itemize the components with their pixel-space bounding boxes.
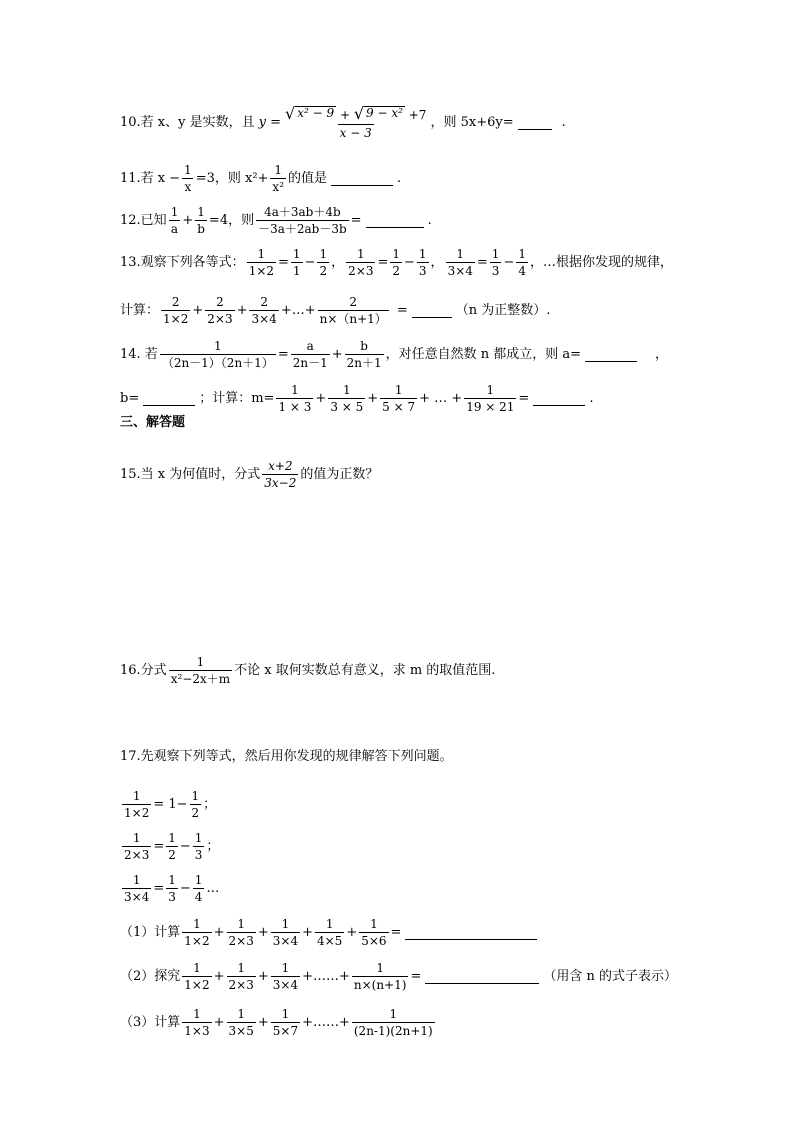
answer-blank-12[interactable] — [366, 214, 424, 228]
question-11: 11.若 x − $\frac{1}{x}$ =3，则 x²+ $\frac{1}{\text{x²}}$ 的值是 . — [120, 163, 402, 194]
question-14: 14. 若 $\frac{1}{(2n-1)(2n+1)}$ = $\frac{a}{2n-1}$ + $\frac{b}{2n+1}$ ，对任意自然数 n 都成立，则 a= ， — [120, 339, 669, 370]
answer-blank-17-2[interactable] — [425, 970, 539, 984]
question-13: 13.观察下列各等式： $\frac{1}{1\times 2}$ = $\frac{1}{1}$ − $\frac{1}{2}$ ， $\frac{1}{2\times 3}$ = $\frac{1}{2}$ − $\frac{1}{3}$ ， $\frac{1}{3\times 4}$ = $\frac{1}{3}$ − $\frac{1}{4}$ ， …根据你发现的规律， — [120, 247, 674, 278]
question-13-calc: 计算： $\frac{2}{1\times 2}$ + $\frac{2}{2\times 3}$ + $\frac{2}{3\times 4}$ +…+ $\frac{2}{n\times(n+1)}$ = （n 为正整数）. — [120, 295, 551, 326]
answer-blank-13[interactable] — [412, 304, 452, 318]
q17-part-1: （1）计算 $\frac{1}{1\times 2}$ + $\frac{1}{2\times 3}$ + $\frac{1}{3\times 4}$ + $\frac{1}{4\times 5}$ + $\frac{1}{5\times 6}$ = — [120, 918, 541, 947]
section-heading: 三、解答题 — [120, 415, 186, 430]
answer-blank-17-1[interactable] — [405, 926, 537, 940]
question-10: 10.若 x、y 是实数，且 y = √ x² − 9 + √ 9 − x² +7 x − 3 ，则 5x+6y= . — [120, 104, 566, 140]
question-15: 15.当 x 为何值时，分式 $\frac{x+2}{3x-2}$ 的值为正数？ — [120, 459, 379, 490]
answer-blank-14a[interactable] — [585, 348, 637, 362]
question-17: 17.先观察下列等式，然后用你发现的规律解答下列问题。 — [120, 749, 453, 764]
q17-example: $\frac{1}{1\times 2}$ = 1− $\frac{1}{2}$ ； — [124, 789, 217, 820]
q17-part-2: （2）探究 $\frac{1}{1\times 2}$ + $\frac{1}{2\times 3}$ + $\frac{1}{3\times 4}$ +……+ $\frac{1}{n\times(n+1)}$ = （用含 n 的式子表示） — [120, 961, 677, 992]
answer-blank-14b[interactable] — [143, 392, 195, 406]
q17-example: $\frac{1}{3\times 4}$ = $\frac{1}{3}$ − $\frac{1}{4}$ … — [124, 873, 220, 904]
question-16: 16.分式 $\frac{1}{\text{x²−2x＋m}}$ 不论 x 取何实数总有意义，求 m 的取值范围. — [120, 655, 496, 686]
answer-blank-11[interactable] — [331, 172, 393, 186]
answer-blank-10[interactable] — [518, 116, 552, 130]
q17-part-3: （3）计算 $\frac{1}{1\times 3}$ + $\frac{1}{3\times 5}$ + $\frac{1}{5\times 7}$ +……+ $\frac{1}{(2n-1)(2n+1)}$ — [120, 1007, 433, 1038]
q13-item: $\frac{1}{3\times 4}$ = $\frac{1}{3}$ − $\frac{1}{4}$ ， — [447, 247, 543, 278]
question-14-calc: b= ；计算：m= $\frac{1}{1 \times 3}$ + $\frac{1}{3 \times 5}$ + $\frac{1}{5 \times 7}$ + … + $\frac{1}{19 \times 21}$ = . — [120, 383, 594, 414]
answer-blank-14c[interactable] — [533, 392, 585, 406]
q13-item: $\frac{1}{2\times 3}$ = $\frac{1}{2}$ − $\frac{1}{3}$ ， — [348, 247, 444, 278]
q17-example: $\frac{1}{2\times 3}$ = $\frac{1}{2}$ − $\frac{1}{3}$ ； — [124, 831, 220, 862]
question-12: 12.已知 $\frac{1}{a}$ + $\frac{1}{b}$ =4，则 $\frac{4a+3ab+4b}{-3a+2ab-3b}$ = . — [120, 205, 432, 236]
q13-item: $\frac{1}{1\times 2}$ = $\frac{1}{1}$ − $\frac{1}{2}$ ， — [248, 247, 345, 278]
q10-fraction: √ x² − 9 + √ 9 − x² +7 x − 3 — [285, 104, 427, 140]
